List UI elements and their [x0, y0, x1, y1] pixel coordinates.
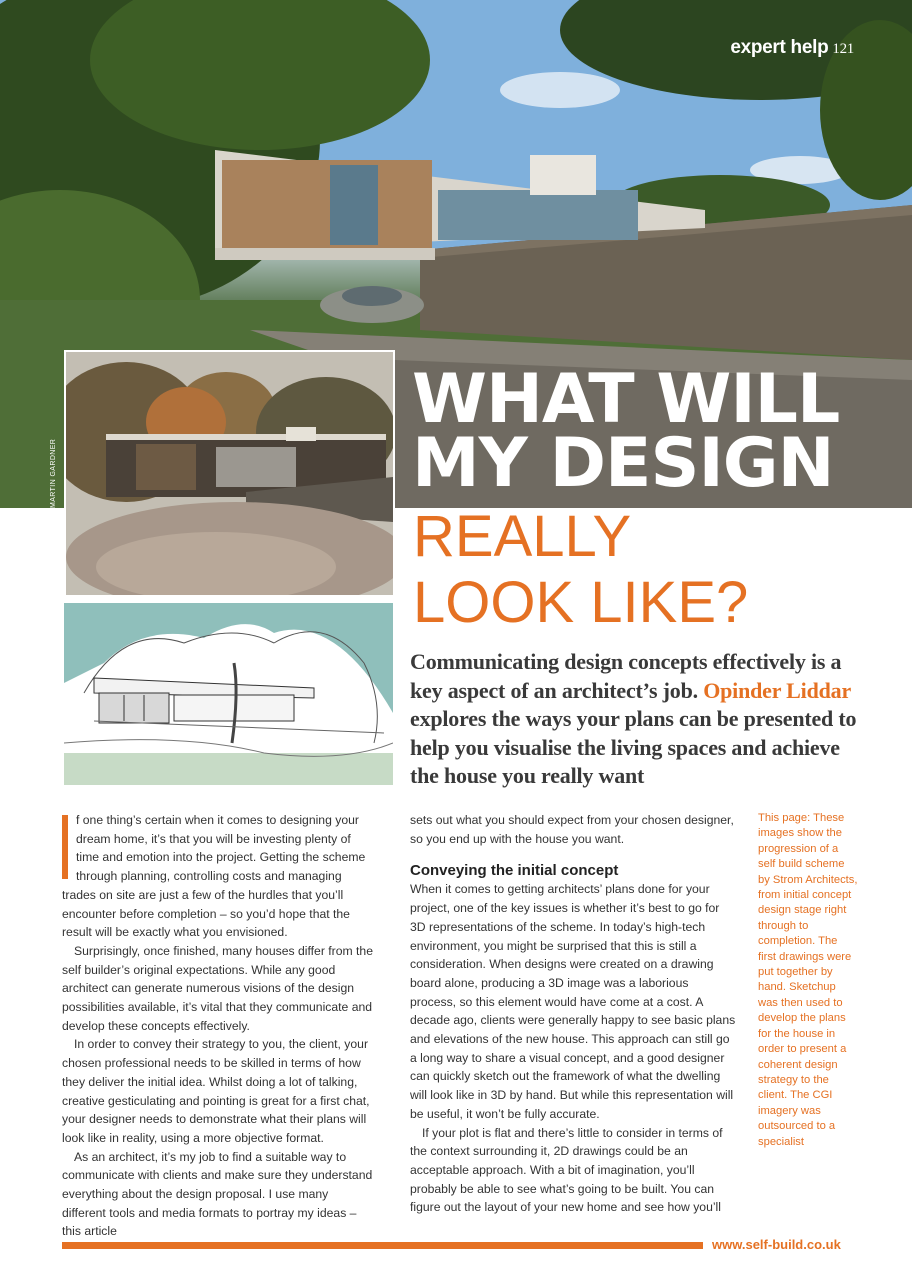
footer-rule: [62, 1242, 703, 1249]
drop-cap-bar: [62, 815, 68, 879]
running-head: [730, 37, 854, 59]
paragraph: f one thing’s certain when it comes to designing your dream home, it’s that you will be investing plenty of time and emotion into the project. Getting the scheme through planning, controlling costs and managing trades on site are just a few of the hurdles that you’ll encounter before completion – so you’d hope that the result will be exactly what you envisioned.: [62, 813, 366, 940]
body-column-2: [410, 811, 736, 1217]
paragraph: sets out what you should expect from your chosen designer, so you end up with the house you want.: [410, 813, 734, 846]
paragraph: As an architect, it’s my job to find a suitable way to communicate with clients and make sure they understand everything about the design proposal. I use many different tools and media formats to portray my ideas – this article: [62, 1149, 373, 1239]
author-name: Opinder Liddar: [703, 677, 851, 703]
image-caption: This page: These images show the progression of a self build scheme by Strom Architects, from initial concept design stage right through to completion. The first drawings were put together by hand. Sketchup was then used to develop the plans for the house in order to present a coherent design strategy to the client. The CGI imagery was outsourced to a specialist: [758, 812, 858, 1148]
standfirst-rest: explores the ways your plans can be presented to help you visualise the living spaces and achieve the house you really want: [410, 706, 857, 788]
footer-url: www.self-build.co.uk: [712, 1237, 841, 1252]
hand-sketch-image: [64, 603, 393, 785]
page-number: 121: [832, 41, 854, 57]
headline-white: [412, 360, 840, 503]
cgi-render-illustration: [66, 352, 393, 595]
headline-orange: [413, 504, 748, 636]
section-label: expert help: [730, 37, 829, 58]
body-column-1: [62, 811, 374, 1241]
paragraph: If your plot is flat and there’s little to consider in terms of the context surrounding it, 2D drawings could be an acceptable approach. With a bit of imagination, you’ll probably be able to see what’s going to be built. You can figure out the layout of your new home and see how you’ll: [410, 1125, 723, 1215]
standfirst: [410, 648, 860, 791]
standfirst-intro: Communicating design concepts effectively is a key aspect of an architect’s job.: [410, 649, 842, 703]
paragraph: Surprisingly, once finished, many houses differ from the self builder’s original expectations. While any good architect can generate numerous visions of the design possibilities available, it’s vital that they communicate and develop these concepts effectively.: [62, 943, 373, 1033]
headline-line-3: REALLY: [413, 504, 632, 569]
headline-line-2: MY DESIGN: [412, 424, 834, 503]
photo-credit: MARTIN GARDNER: [50, 438, 57, 508]
cgi-render-image: [64, 350, 395, 597]
paragraph: In order to convey their strategy to you, the client, your chosen professional needs to be skilled in terms of how they deliver the initial idea. Whilst doing a lot of talking, creative gesticulating and pointing is great for a first chat, your designer needs to demonstrate what their plans will look like in reality, using a more objective format.: [62, 1037, 370, 1145]
headline-line-4: LOOK LIKE?: [413, 570, 749, 635]
paragraph: When it comes to getting architects’ plans done for your project, one of the key issues is whether it’s best to go for 3D representations of the scheme. In today’s high-tech environment, you might be surprised that this is still a consideration. When designs were created on a drawing board alone, producing a 3D image was a laborious process, so this element would have come at a cost. A decade ago, clients were generally happy to see basic plans and elevations of the new house. This approach can still go a long way to share a visual concept, and a good designer can quickly sketch out the framework of what the dwelling will look like in 3D by hand. But while this representation will be useful, it won’t be fully accurate.: [410, 882, 736, 1121]
subheading: Conveying the initial concept: [410, 862, 619, 880]
headline-line-1: WHAT WILL: [412, 360, 840, 439]
hand-sketch-illustration: [64, 603, 393, 785]
